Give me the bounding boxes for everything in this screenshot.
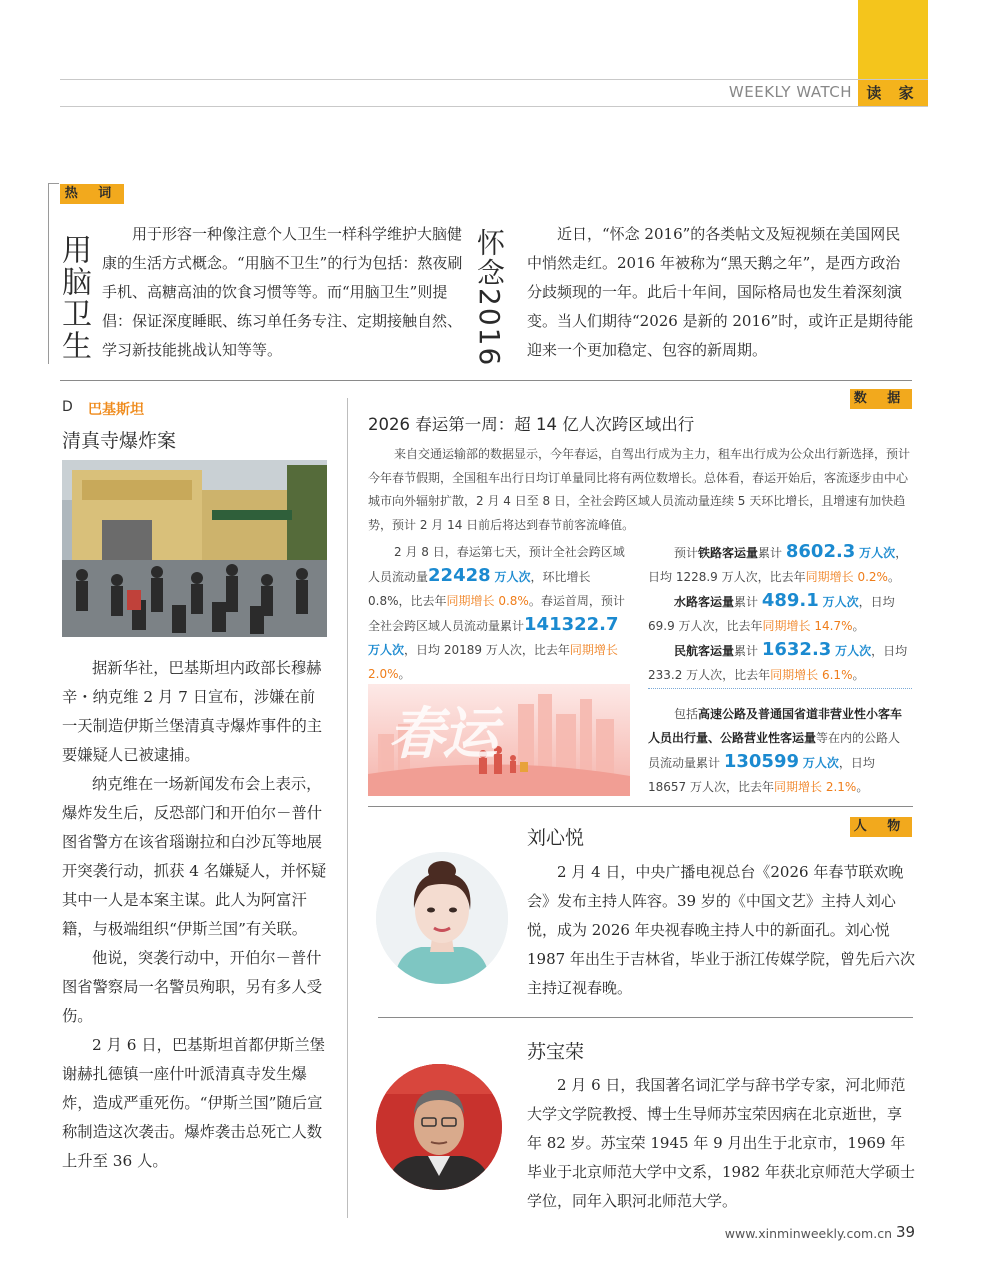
hot-word-text: 用于形容一种像注意个人卫生一样科学维护大脑健康的生活方式概念。“用脑不卫生”的行为包括：熬夜刷手机、高糖高油的饮食习惯等等。而“用脑卫生”则提倡：保证深度睡眠、练习单任务专注、定期接触自然、学习新技能挑战认知等等。 (102, 225, 463, 359)
growth-label: 同期增长 0.8% (446, 594, 529, 608)
stat-label: 水路客运量 (674, 595, 735, 609)
text-span: 。 (852, 619, 865, 633)
growth-label: 同期增长 2.0% (368, 643, 618, 681)
hot-word-title: 怀念2016 (473, 228, 506, 368)
unit-label: 万人次 (368, 643, 405, 657)
yellow-corner-tab (858, 0, 928, 80)
text-span: 。春运首周，预计全社会跨区域人员流动量累计 (368, 594, 625, 633)
unit-label: 万人次 (835, 644, 872, 658)
person-portrait (376, 1064, 502, 1190)
page-number: 39 (896, 1223, 916, 1241)
text-span: ，日均 69.9 万人次，比去年 (648, 595, 895, 633)
section-letter: D (62, 399, 73, 415)
divider (378, 1017, 913, 1018)
text-span: ，日均 20189 万人次，比去年 (404, 643, 570, 657)
unit-label: 万人次 (822, 595, 859, 609)
text-span: 。 (856, 780, 869, 794)
flow-number: 141322.7 (524, 614, 619, 635)
divider (60, 380, 912, 381)
person-portrait (376, 852, 508, 984)
hot-words-tag: 热 词 (60, 184, 124, 204)
person-bio: 2 月 4 日，中央广播电视总台《2026 年春节联欢晚会》发布主持人阵容。39 岁的《中国文艺》主持人刘心悦，成为 2026 年央视春晚主持人中的新面孔。刘心悦 1987 年出生于吉林省，毕业于浙江传媒学院，曾先后六次主持辽视春晚。 (527, 863, 915, 997)
header-rule (60, 79, 928, 80)
text-span: 预计 (674, 546, 699, 560)
growth-label: 同期增长 6.1% (770, 668, 853, 682)
text-span: 累计 (734, 595, 759, 609)
text-span: ，日均 18657 万人次，比去年 (648, 756, 875, 794)
hot-word-title: 用脑卫生 (56, 234, 91, 362)
data-headline: 2026 春运第一周：超 14 亿人次跨区域出行 (368, 415, 695, 434)
text-span: ，日均 1228.9 万人次，比去年 (648, 546, 908, 584)
spring-festival-graphic (368, 684, 630, 796)
stat-label: 民航客运量 (674, 644, 735, 658)
water-stat (648, 589, 912, 638)
footer-url: www.xinminweekly.com.cn (724, 1226, 892, 1241)
person-bio: 2 月 6 日，我国著名词汇学与辞书学专家，河北师范大学文学院教授、博士生导师苏宝荣因病在北京逝世，享年 82 岁。苏宝荣 1945 年 9 月出生于北京市，1969 年毕业于北京师范大学中文系，1982 年获北京师范大学硕士学位，同年入职河北师范大学。 (527, 1076, 915, 1210)
column-name: 读 家 (858, 80, 928, 106)
text-span: ，环比增长 0.8%，比去年 (368, 570, 591, 608)
text-span: ，日均 233.2 万人次，比去年 (648, 644, 908, 682)
article-paragraph: 他说，突袭行动中，开伯尔－普什图省警察局一名警员殉职，另有多人受伤。 (62, 949, 323, 1025)
text-span: 2 月 8 日，春运第七天，预计全社会跨区域人员流动量 (368, 545, 625, 584)
section-label: WEEKLY WATCH (728, 83, 852, 101)
text-span: 累计 (758, 546, 783, 560)
stat-number: 130599 (723, 751, 799, 772)
hot-word-text: 近日，“怀念 2016”的各类帖文及短视频在美国网民中悄然走红。2016 年被称为“黑天鹅之年”，是西方政治分歧频现的一年。此后十年间，国际格局也发生着深刻演变。当人们期待“2026 是新的 2016”时，或许正是期待能迎来一个更加稳定、包容的新周期。 (527, 225, 914, 359)
graphic-word: 春运 (388, 702, 496, 767)
stat-number: 1632.3 (761, 639, 832, 660)
text-span: 累计 (734, 644, 759, 658)
unit-label: 万人次 (859, 546, 896, 560)
road-stat (648, 702, 912, 799)
data-intro: 来自交通运输部的数据显示，今年春运，自驾出行成为主力，租车出行成为公众出行新选择，预计今年春节假期，全国租车出行日均订单量同比将有两位数增长。总体看，春运开始后，客流逐步由中心城市向外辐射扩散，2 月 4 日至 8 日，全社会跨区域人员流动量连续 5 天环比增长，且增速有加快趋势，预计 2 月 14 日前后将达到春节前客流峰值。 (368, 447, 911, 532)
text-span: 。 (887, 570, 900, 584)
divider (368, 806, 913, 807)
article-paragraph: 据新华社，巴基斯坦内政部长穆赫辛・纳克维 2 月 7 日宣布，涉嫌在前一天制造伊斯兰堡清真寺爆炸事件的主要嫌疑人已被逮捕。 (62, 659, 323, 764)
text-span: 。 (398, 667, 411, 681)
text-span: 。 (852, 668, 865, 682)
transport-stats (648, 540, 912, 687)
rail-stat (648, 540, 912, 589)
data-tag: 数 据 (850, 389, 912, 409)
growth-label: 同期增长 0.2% (805, 570, 888, 584)
article-paragraph: 纳克维在一场新闻发布会上表示，爆炸发生后，反恐部门和开伯尔－普什图省警方在该省瑙谢拉和白沙瓦等地展开突袭行动，抓获 4 名嫌疑人，并怀疑其中一人是本案主谋。此人为阿富汗籍，与极端组织“伊斯兰国”有关联。 (62, 775, 327, 938)
stat-number: 8602.3 (785, 541, 856, 562)
passenger-flow-text (368, 540, 630, 686)
stat-number: 489.1 (761, 590, 819, 611)
unit-label: 万人次 (802, 756, 839, 770)
mosque-photo (62, 460, 327, 637)
growth-label: 同期增长 2.1% (774, 780, 857, 794)
air-stat (648, 638, 912, 687)
stat-label: 高速公路及普通国省道非营业性小客车人员出行量、公路营业性客运量 (648, 707, 903, 745)
unit-label: 万人次 (494, 570, 531, 584)
people-tag: 人 物 (850, 817, 912, 837)
person-name: 刘心悦 (527, 827, 585, 849)
growth-label: 同期增长 14.7% (762, 619, 853, 633)
flow-number: 22428 (428, 565, 491, 586)
header-rule (60, 106, 928, 107)
stat-label: 铁路客运量 (698, 546, 759, 560)
article-body (62, 654, 328, 1176)
dotted-divider (648, 688, 912, 689)
text-span: 等在内的公路人员流动量累计 (648, 731, 901, 770)
column-divider (347, 398, 348, 1218)
person-name: 苏宝荣 (527, 1041, 585, 1063)
article-headline: 清真寺爆炸案 (62, 430, 177, 452)
article-paragraph: 2 月 6 日，巴基斯坦首都伊斯兰堡谢赫扎德镇一座什叶派清真寺发生爆炸，造成严重死伤。“伊斯兰国”随后宣称制造这次袭击。爆炸袭击总死亡人数上升至 36 人。 (62, 1036, 325, 1170)
text-span: 包括 (674, 707, 699, 721)
country-label: 巴基斯坦 (88, 402, 144, 418)
